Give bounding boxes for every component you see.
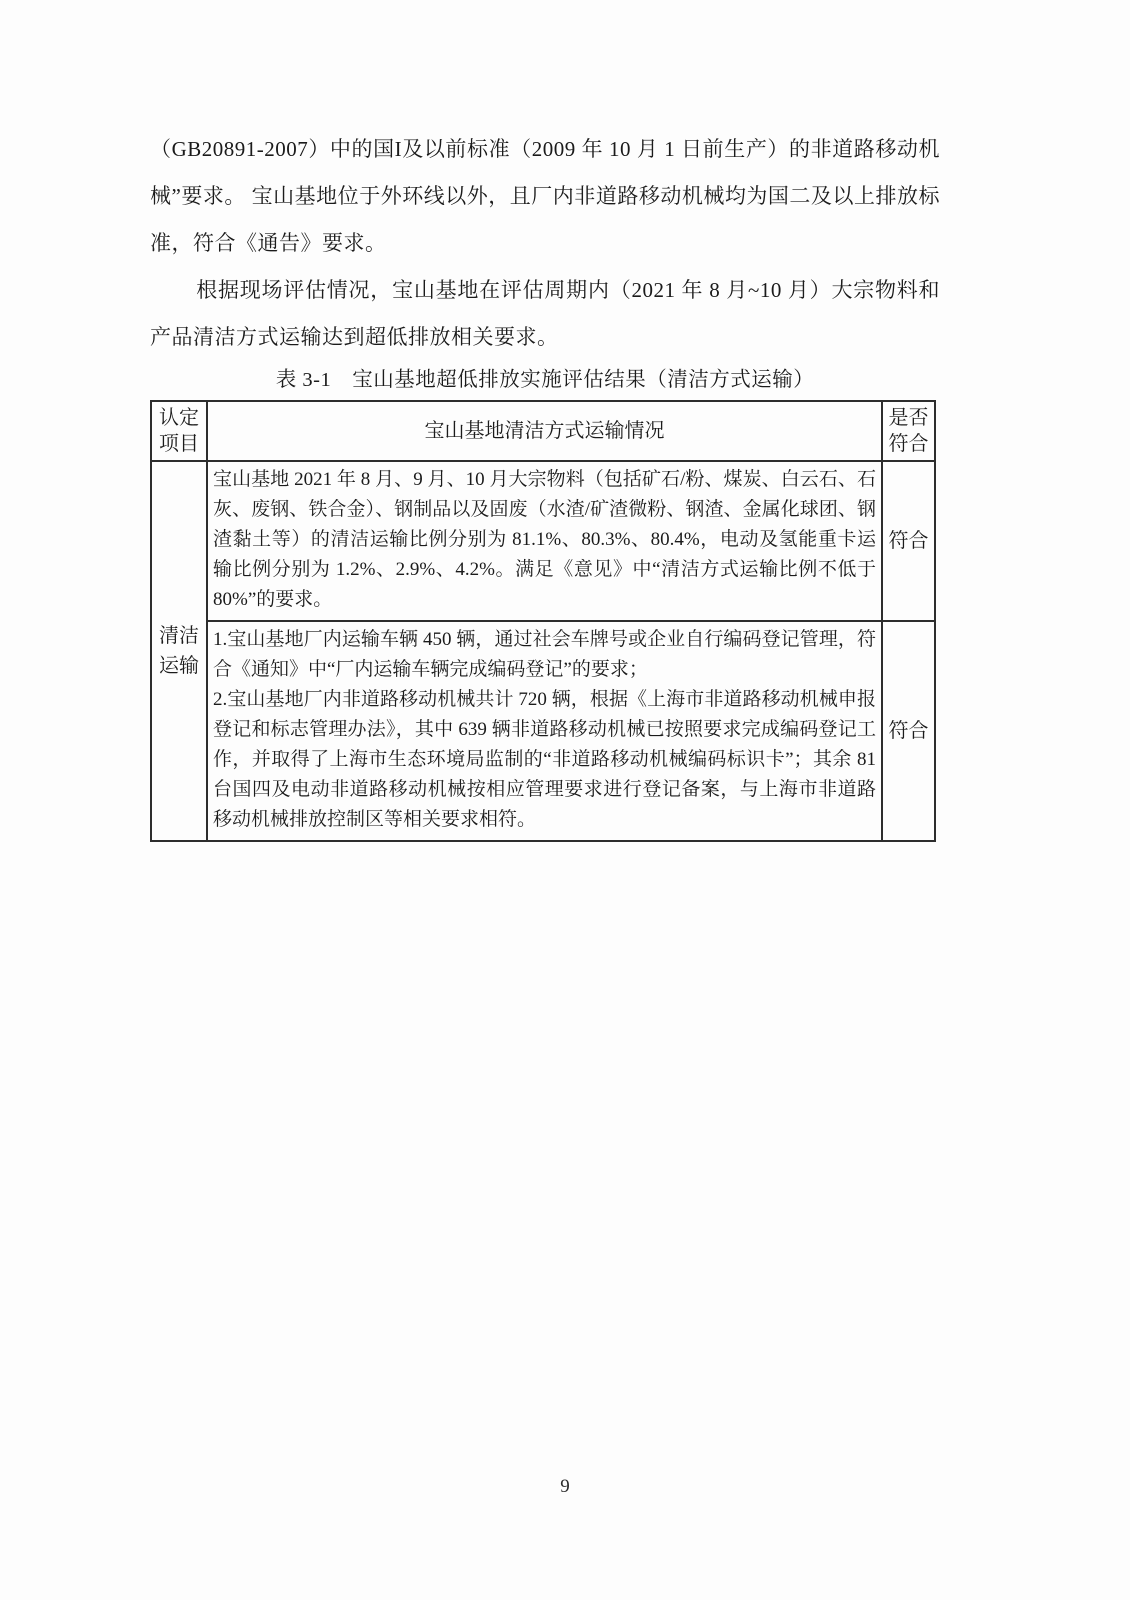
row1-transport-ratio-content: 宝山基地 2021 年 8 月、9 月、10 月大宗物料（包括矿石/粉、煤炭、白云石、石灰、废钢、铁合金）、钢制品以及固废（水渣/矿渣微粉、钢渣、金属化球团、钢渣黏土等）的清洁运输比例分别为 81.1%、80.3%、80.4%，电动及氢能重卡运输比例分别为 1.2%、2.9%、4.2%。满足《意见》中“清洁方式运输比例不低于 80%”的要求。 xyxy=(207,461,882,621)
header-transport-situation: 宝山基地清洁方式运输情况 xyxy=(207,401,882,461)
table-header-row xyxy=(151,401,935,461)
table-row xyxy=(151,461,935,621)
paragraph-assessment-summary: 根据现场评估情况，宝山基地在评估周期内（2021 年 8 月~10 月）大宗物料和产品清洁方式运输达到超低排放相关要求。 xyxy=(150,278,940,349)
table-caption: 表 3-1 宝山基地超低排放实施评估结果（清洁方式运输） xyxy=(275,369,815,391)
row2-vehicle-registration-content xyxy=(207,621,882,841)
row2-item-non-road-machinery: 2.宝山基地厂内非道路移动机械共计 720 辆，根据《上海市非道路移动机械申报登记和标志管理办法》，其中 639 辆非道路移动机械已按照要求完成编码登记工作，并取得了上海市生态环境局监制的“非道路移动机械编码标识卡”；其余 81 台国四及电动非道路移动机械按相应管理要求进行登记备案，与上海市非道路移动机械排放控制区等相关要求相符。 xyxy=(213,689,876,830)
header-assessment-item: 认定项目 xyxy=(151,401,207,461)
header-compliance: 是否符合 xyxy=(882,401,935,461)
row1-compliance-status: 符合 xyxy=(882,461,935,621)
row2-item-vehicles: 1.宝山基地厂内运输车辆 450 辆，通过社会车牌号或企业自行编码登记管理，符合《通知》中“厂内运输车辆完成编码登记”的要求； xyxy=(213,629,876,680)
assessment-result-table xyxy=(150,400,936,842)
row2-compliance-status: 符合 xyxy=(882,621,935,841)
table-row xyxy=(151,621,935,841)
page-number: 9 xyxy=(560,1476,570,1497)
document-body xyxy=(150,126,940,842)
category-clean-transport: 清洁运输 xyxy=(151,461,207,841)
paragraph-emission-standard: （GB20891-2007）中的国I及以前标准（2009 年 10 月 1 日前生产）的非道路移动机械”要求。 宝山基地位于外环线以外，且厂内非道路移动机械均为国二及以上排放标准，符合《通告》要求。 xyxy=(150,137,940,255)
